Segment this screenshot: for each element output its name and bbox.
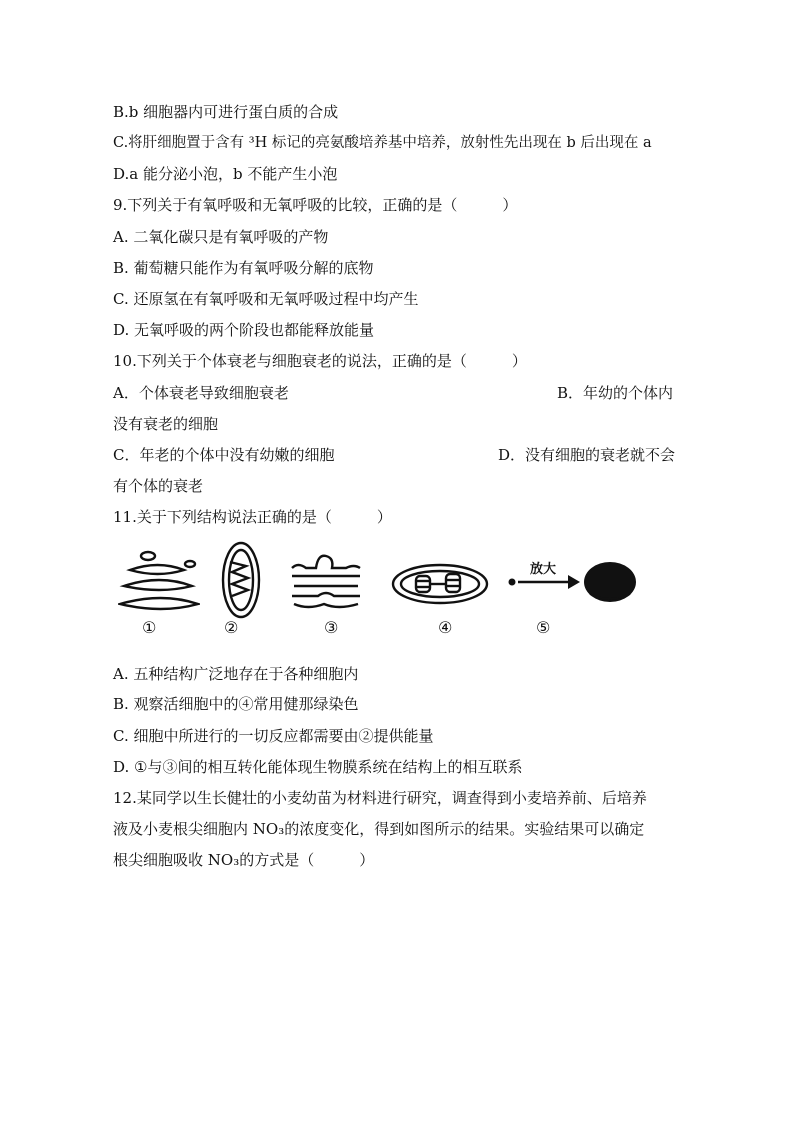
figure-label-5: ⑤ [536,618,551,637]
figure-label-3: ③ [324,618,339,637]
q9-option-c: C. 还原氢在有氧呼吸和无氧呼吸过程中均产生 [113,290,419,308]
q11-option-c: C. 细胞中所进行的一切反应都需要由②提供能量 [113,727,434,745]
q11-stem: 11.关于下列结构说法正确的是（ ） [113,508,392,526]
endoplasmic-reticulum-icon [288,550,364,612]
q10-stem: 10.下列关于个体衰老与细胞衰老的说法，正确的是（ ） [113,352,527,370]
figure-label-4: ④ [438,618,453,637]
q10-option-b-part1: B．年幼的个体内 [557,384,674,402]
ribosome-structure [506,560,646,610]
q8-option-b: B.b 细胞器内可进行蛋白质的合成 [113,103,339,121]
q12-line-3: 根尖细胞吸收 NO₃的方式是（ ） [113,851,375,869]
q10-option-a: A．个体衰老导致细胞衰老 [113,384,289,402]
q9-option-b: B. 葡萄糖只能作为有氧呼吸分解的底物 [113,259,374,277]
figure-label-1: ① [142,618,157,637]
q12-line-2: 液及小麦根尖细胞内 NO₃的浓度变化，得到如图所示的结果。实验结果可以确定 [113,820,645,838]
mitochondrion-icon [220,540,262,620]
q9-option-a: A. 二氧化碳只是有氧呼吸的产物 [113,228,329,246]
ribosome-icon [506,560,646,610]
q10-option-d-part1: D．没有细胞的衰老就不会 [498,446,676,464]
q10-option-d-part2: 有个体的衰老 [113,477,204,495]
q11-option-a: A. 五种结构广泛地存在于各种细胞内 [113,665,359,683]
q11-figure [110,540,650,650]
q9-option-d: D. 无氧呼吸的两个阶段也都能释放能量 [113,321,375,339]
figure-label-2: ② [224,618,239,637]
q10-option-c: C．年老的个体中没有幼嫩的细胞 [113,446,335,464]
q10-option-b-part2: 没有衰老的细胞 [113,415,219,433]
q12-line-1: 12.某同学以生长健壮的小麦幼苗为材料进行研究，调查得到小麦培养前、后培养 [113,789,647,807]
magnify-label: 放大 [530,562,557,577]
q11-option-b: B. 观察活细胞中的④常用健那绿染色 [113,695,359,713]
chloroplast-icon [390,562,490,606]
q8-option-c: C.将肝细胞置于含有 ³H 标记的亮氨酸培养基中培养，放射性先出现在 b 后出现在 a [113,135,652,151]
q8-option-d: D.a 能分泌小泡，b 不能产生小泡 [113,165,338,183]
q11-option-d: D. ①与③间的相互转化能体现生物膜系统在结构上的相互联系 [113,758,523,776]
q9-stem: 9.下列关于有氧呼吸和无氧呼吸的比较，正确的是（ ） [113,196,518,214]
golgi-apparatus-icon [118,548,200,614]
